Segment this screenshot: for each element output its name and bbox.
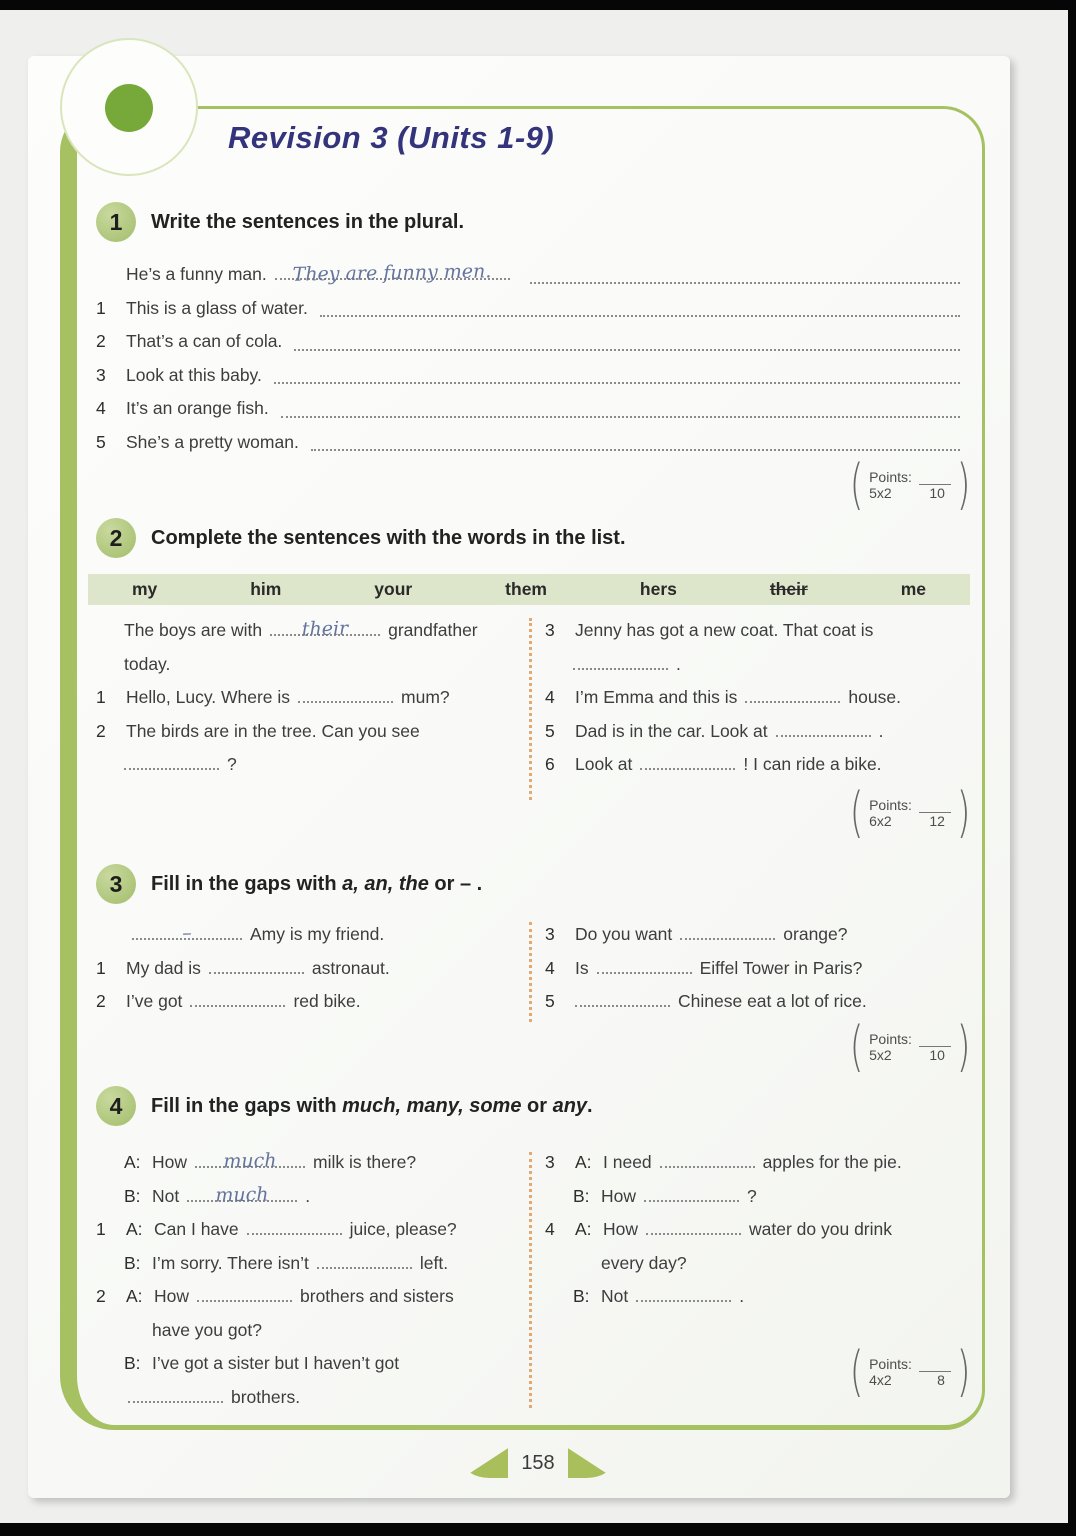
item-number: 5 bbox=[96, 431, 106, 452]
item-text: Look at this baby. bbox=[126, 364, 262, 385]
right-paren: ) bbox=[956, 453, 971, 516]
answer-gap bbox=[573, 668, 668, 670]
word-list-band bbox=[88, 574, 970, 605]
item-text: This is a glass of water. bbox=[126, 297, 308, 318]
list-item bbox=[96, 392, 964, 426]
item-text: . bbox=[739, 1286, 745, 1306]
list-item bbox=[96, 985, 491, 1019]
item-text: . bbox=[305, 1185, 311, 1206]
answer-gap bbox=[575, 1005, 670, 1007]
points-formula: 4x2 bbox=[869, 1372, 892, 1388]
exercise-2-heading: Complete the sentences with the words in the list. bbox=[151, 526, 626, 549]
column-divider bbox=[529, 1152, 532, 1408]
word-list-item: hers bbox=[639, 579, 677, 599]
item-text: She’s a pretty woman. bbox=[126, 431, 299, 452]
item-text: ? bbox=[227, 754, 237, 774]
list-item bbox=[545, 1146, 964, 1180]
continuation-row bbox=[96, 648, 491, 682]
item-text: Amy is my friend. bbox=[250, 924, 385, 944]
item-text: Look at bbox=[575, 754, 633, 774]
exercise-4-header bbox=[96, 1086, 593, 1126]
item-number: 2 bbox=[96, 720, 106, 741]
list-item bbox=[96, 1280, 491, 1314]
list-item bbox=[96, 1213, 491, 1247]
list-item bbox=[545, 952, 964, 986]
item-text: The birds are in the tree. Can you see bbox=[126, 720, 420, 741]
answer-line bbox=[281, 416, 960, 418]
item-number: 3 bbox=[96, 364, 106, 385]
exercise-3-heading: Fill in the gaps with a, an, the or – . bbox=[151, 872, 483, 895]
list-item bbox=[545, 614, 964, 648]
word-list-item: them bbox=[505, 579, 547, 599]
exercise-2-left-column bbox=[96, 614, 529, 782]
item-text: Dad is in the car. Look at bbox=[575, 720, 768, 741]
answer-gap bbox=[247, 1233, 342, 1235]
handwritten-answer: They are funny men. bbox=[292, 260, 492, 286]
score-blank-line bbox=[919, 801, 951, 813]
item-text: How bbox=[154, 1286, 190, 1306]
item-text: Eiffel Tower in Paris? bbox=[699, 957, 863, 978]
list-item bbox=[96, 325, 964, 359]
points-total: 10 bbox=[929, 485, 945, 501]
answer-line bbox=[294, 349, 960, 351]
item-number: 4 bbox=[545, 687, 555, 707]
item-text: Chinese eat a lot of rice. bbox=[678, 991, 867, 1011]
handwritten-answer: much bbox=[215, 1183, 269, 1206]
list-item bbox=[545, 1180, 964, 1214]
item-number: 1 bbox=[96, 297, 106, 318]
example-row bbox=[96, 1146, 491, 1180]
item-text: water do you drink bbox=[749, 1219, 893, 1239]
item-text: ! I can ride a bike. bbox=[743, 754, 882, 774]
word-list-item: your bbox=[374, 579, 413, 599]
speaker-label: A: bbox=[126, 1219, 143, 1239]
item-text: I need bbox=[603, 1152, 652, 1172]
item-number: 5 bbox=[545, 991, 555, 1011]
score-blank-line bbox=[919, 1035, 951, 1047]
word-list-item-crossed-out: their bbox=[769, 579, 808, 599]
points-total: 12 bbox=[929, 813, 945, 829]
item-text: Do you want bbox=[575, 924, 673, 944]
right-triangle-icon bbox=[568, 1448, 614, 1478]
word-list-item: me bbox=[900, 579, 926, 599]
answer-gap bbox=[644, 1200, 739, 1202]
item-number: 2 bbox=[96, 1286, 106, 1306]
points-formula: 6x2 bbox=[869, 813, 892, 829]
photo-border-bottom bbox=[0, 1523, 1076, 1536]
answer-gap bbox=[640, 768, 735, 770]
item-text: How bbox=[152, 1152, 188, 1172]
answer-gap bbox=[680, 938, 775, 940]
exercise-3-left-column bbox=[96, 918, 529, 1019]
list-item bbox=[96, 292, 964, 326]
item-text: I’m Emma and this is bbox=[575, 687, 738, 707]
left-paren: ( bbox=[849, 781, 864, 844]
item-text: orange? bbox=[783, 924, 848, 944]
answer-gap bbox=[187, 1183, 297, 1206]
points-box-exercise-4 bbox=[846, 1340, 974, 1403]
continuation-row bbox=[96, 1314, 491, 1348]
speaker-label: A: bbox=[124, 1152, 141, 1172]
photo-border-top bbox=[0, 0, 1076, 10]
item-text: Not bbox=[152, 1185, 180, 1206]
answer-gap bbox=[128, 1401, 223, 1403]
answer-gap bbox=[209, 972, 304, 974]
item-number: 3 bbox=[545, 924, 555, 944]
exercise-3-header bbox=[96, 864, 482, 904]
left-triangle-icon bbox=[462, 1448, 508, 1478]
list-item bbox=[96, 1247, 491, 1281]
item-number: 1 bbox=[96, 1219, 106, 1239]
item-text: Jenny has got a new coat. That coat is bbox=[575, 620, 874, 640]
speaker-label: B: bbox=[124, 1185, 141, 1206]
speaker-label: A: bbox=[126, 1286, 143, 1306]
page-footer bbox=[0, 1448, 1076, 1478]
speaker-label: B: bbox=[573, 1185, 590, 1206]
photo-border-right bbox=[1068, 0, 1076, 1536]
example-row bbox=[96, 258, 964, 292]
item-text: house. bbox=[848, 687, 901, 707]
points-total: 10 bbox=[929, 1047, 945, 1063]
item-number: 6 bbox=[545, 754, 555, 774]
exercise-1-heading: Write the sentences in the plural. bbox=[151, 210, 465, 233]
list-item bbox=[96, 952, 491, 986]
answer-gap bbox=[776, 735, 871, 737]
list-item bbox=[545, 715, 964, 749]
points-box-exercise-3 bbox=[846, 1015, 974, 1078]
points-label: Points: bbox=[869, 1031, 912, 1047]
list-item bbox=[96, 1347, 491, 1381]
item-text: grandfather bbox=[388, 620, 478, 640]
score-blank-line bbox=[919, 1360, 951, 1372]
page-number: 158 bbox=[521, 1452, 555, 1474]
exercise-2-right-column bbox=[529, 614, 964, 782]
answer-gap bbox=[745, 701, 840, 703]
item-text: I’ve got bbox=[126, 991, 183, 1011]
continuation-row bbox=[96, 1381, 491, 1415]
points-formula: 5x2 bbox=[869, 485, 892, 501]
answer-gap bbox=[597, 972, 692, 974]
left-paren: ( bbox=[849, 453, 864, 516]
answer-gap bbox=[646, 1233, 741, 1235]
right-paren: ) bbox=[956, 1340, 971, 1403]
answer-line bbox=[320, 315, 960, 317]
answer-gap bbox=[195, 1149, 305, 1173]
item-text: Hello, Lucy. Where is bbox=[126, 687, 291, 707]
points-label: Points: bbox=[869, 469, 912, 485]
answer-gap bbox=[298, 701, 393, 703]
answer-line bbox=[311, 449, 960, 451]
item-text: brothers. bbox=[231, 1386, 301, 1407]
answer-gap bbox=[132, 921, 242, 945]
item-text: brothers and sisters bbox=[300, 1286, 454, 1306]
item-text: I’m sorry. There isn’t bbox=[152, 1252, 309, 1273]
speaker-label: A: bbox=[575, 1219, 592, 1239]
example-row bbox=[96, 1180, 491, 1214]
item-number: 4 bbox=[96, 398, 106, 418]
list-item bbox=[545, 748, 964, 782]
list-item bbox=[545, 1213, 964, 1247]
item-number: 1 bbox=[96, 687, 106, 707]
speaker-label: B: bbox=[124, 1252, 141, 1273]
item-text: I’ve got a sister but I haven’t got bbox=[152, 1353, 400, 1373]
answer-gap bbox=[124, 768, 219, 770]
item-text: apples for the pie. bbox=[762, 1152, 902, 1172]
item-text: have you got? bbox=[152, 1319, 262, 1340]
item-text: How bbox=[603, 1219, 639, 1239]
example-row bbox=[96, 918, 491, 952]
list-item bbox=[545, 985, 964, 1019]
item-text: red bike. bbox=[293, 991, 361, 1011]
answer-gap bbox=[275, 260, 510, 286]
points-formula: 5x2 bbox=[869, 1047, 892, 1063]
handwritten-answer: – bbox=[182, 921, 192, 945]
speaker-label: B: bbox=[573, 1286, 590, 1306]
item-text: Not bbox=[601, 1286, 629, 1306]
example-row bbox=[96, 614, 491, 648]
list-item bbox=[545, 918, 964, 952]
list-item bbox=[96, 715, 491, 749]
left-paren: ( bbox=[849, 1340, 864, 1403]
item-text: The boys are with bbox=[124, 620, 263, 640]
exercise-1-body bbox=[96, 258, 964, 459]
item-number: 3 bbox=[545, 1152, 555, 1172]
page-title: Revision 3 (Units 1-9) bbox=[228, 120, 555, 155]
green-dot-icon bbox=[105, 84, 153, 132]
item-text: How bbox=[601, 1185, 637, 1206]
points-label: Points: bbox=[869, 1356, 912, 1372]
answer-line bbox=[274, 382, 960, 384]
example-prompt: He’s a funny man. bbox=[126, 264, 267, 284]
points-total: 8 bbox=[937, 1372, 945, 1388]
list-item bbox=[96, 426, 964, 460]
item-number: 1 bbox=[96, 957, 106, 978]
answer-gap bbox=[317, 1267, 412, 1269]
item-number: 4 bbox=[545, 1219, 555, 1239]
item-text: Is bbox=[575, 957, 589, 978]
item-text: milk is there? bbox=[313, 1152, 417, 1172]
exercise-1-badge: 1 bbox=[96, 202, 136, 242]
answer-line bbox=[530, 282, 960, 284]
speaker-label: B: bbox=[124, 1353, 141, 1373]
item-text: mum? bbox=[401, 687, 450, 707]
exercise-2-header bbox=[96, 518, 626, 558]
column-divider bbox=[529, 922, 532, 1022]
answer-gap bbox=[660, 1166, 755, 1168]
points-box-exercise-1 bbox=[846, 453, 974, 516]
item-text: . bbox=[676, 653, 681, 674]
answer-gap bbox=[636, 1300, 731, 1302]
list-item bbox=[545, 681, 964, 715]
points-label: Points: bbox=[869, 797, 912, 813]
item-text: left. bbox=[419, 1252, 449, 1273]
item-text: It’s an orange fish. bbox=[126, 398, 269, 418]
exercise-4-heading: Fill in the gaps with much, many, some or any. bbox=[151, 1094, 593, 1117]
item-text: today. bbox=[124, 653, 171, 674]
speaker-label: A: bbox=[575, 1152, 592, 1172]
item-number: 2 bbox=[96, 331, 106, 351]
points-box-exercise-2 bbox=[846, 781, 974, 844]
item-text: . bbox=[878, 720, 884, 741]
item-text: My dad is bbox=[126, 957, 201, 978]
word-list-item: him bbox=[250, 579, 282, 599]
item-text: juice, please? bbox=[349, 1219, 457, 1239]
item-text: ? bbox=[747, 1185, 757, 1206]
continuation-row bbox=[545, 1247, 964, 1281]
continuation-row bbox=[545, 648, 964, 682]
left-paren: ( bbox=[849, 1015, 864, 1078]
answer-gap bbox=[190, 1005, 285, 1007]
handwritten-answer: much bbox=[223, 1149, 277, 1173]
item-number: 5 bbox=[545, 720, 555, 741]
score-blank-line bbox=[919, 473, 951, 485]
word-list-item: my bbox=[132, 579, 158, 599]
item-text: every day? bbox=[601, 1252, 687, 1273]
exercise-3-right-column bbox=[529, 918, 964, 1019]
exercise-4-left-column bbox=[96, 1146, 529, 1414]
exercise-1-header bbox=[96, 202, 464, 242]
answer-gap bbox=[270, 617, 380, 641]
item-number: 4 bbox=[545, 957, 555, 978]
right-paren: ) bbox=[956, 1015, 971, 1078]
right-paren: ) bbox=[956, 781, 971, 844]
list-item bbox=[96, 681, 491, 715]
list-item bbox=[545, 1280, 964, 1314]
continuation-row bbox=[96, 748, 491, 782]
list-item bbox=[96, 359, 964, 393]
exercise-3-badge: 3 bbox=[96, 864, 136, 904]
column-divider bbox=[529, 618, 532, 800]
item-text: astronaut. bbox=[311, 957, 390, 978]
exercise-2-badge: 2 bbox=[96, 518, 136, 558]
item-number: 3 bbox=[545, 620, 555, 640]
item-text: Can I have bbox=[154, 1219, 239, 1239]
item-text: That’s a can of cola. bbox=[126, 331, 283, 351]
exercise-4-badge: 4 bbox=[96, 1086, 136, 1126]
item-number: 2 bbox=[96, 991, 106, 1011]
answer-gap bbox=[197, 1300, 292, 1302]
handwritten-answer: their bbox=[301, 617, 349, 641]
